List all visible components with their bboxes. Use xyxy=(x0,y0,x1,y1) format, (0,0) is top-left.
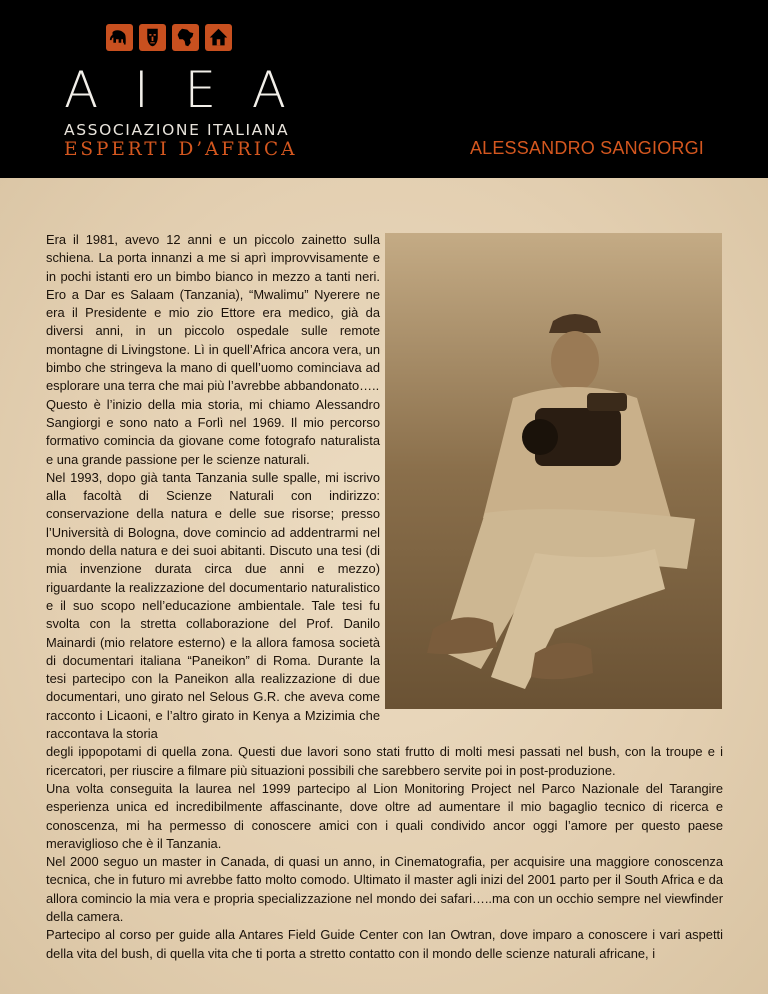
logo-letter: A xyxy=(64,61,99,119)
logo-letter: I xyxy=(133,61,149,119)
author-name: ALESSANDRO SANGIORGI xyxy=(469,138,704,158)
hut-icon xyxy=(205,24,232,51)
header-band xyxy=(0,0,768,178)
logo-subtitle-association: ASSOCIAZIONE ITALIANA xyxy=(64,121,290,139)
mask-icon xyxy=(139,24,166,51)
text-full-width xyxy=(46,743,723,963)
logo-letter: E xyxy=(184,61,217,119)
paragraph: degli ippopotami di quella zona. Questi due lavori sono stati frutto di molti mesi passati nel bush, con la troupe e i ricercatori, per riuscire a filmare più situazioni possibili che sarebbero servite poi in post-produzione. xyxy=(46,744,723,778)
logo-letter: A xyxy=(251,61,286,119)
elephant-icon xyxy=(106,24,133,51)
paragraph: Nel 1993, dopo già tanta Tanzania sulle spalle, mi iscrivo alla facoltà di Scienze Naturali con indirizzo: conservazione della natura e delle sue risorse; presso l’Università di Bologna, dove comincio ad addentrarmi nel mondo della natura e dei suoi abitanti. Discuto una tesi (di mia invenzione durata circa due anni e mezzo) riguardante la realizzazione del documentario naturalistico e il suo scopo nell’educazione ambientale. Tale tesi fu svolta con la stretta collaborazione del Prof. Danilo Mainardi (mio relatore esterno) e la allora famosa società di documentari italiana “Paneikon” di Roma. Durante la tesi partecipo con la Paneikon alla realizzazione di due documentari, uno girato nel Selous G.R. che aveva come racconto i Licaoni, e l’altro girato in Kenya a Mzizimia che raccontava la storia xyxy=(46,469,380,742)
paragraph: Era il 1981, avevo 12 anni e un piccolo zainetto sulla schiena. La porta innanzi a me si aprì improvvisamente e in pochi istanti ero un bimbo bianco in mezzo a tanti neri. Ero a Dar es Salaam (Tanzania), “Mwalimu” Nyerere ne era il Presidente e mio zio Ettore era medico, già da diversi anni, in un piccolo ospedale sulle remote montagne di Livingstone. Lì in quell’Africa ancora vera, un bimbo che stringeva la mano di quell’uomo cominciava ad esplorare una terra che mai più l’avrebbe abbandonato….. xyxy=(46,232,380,394)
paragraph: Nel 2000 seguo un master in Canada, di quasi un anno, in Cinematografia, per acquisire una maggiore conoscenza tecnica, che in futuro mi avrebbe fatto molto comodo. Ultimato il master agli inizi del 2001 parto per il South Africa e da allora comincio la mia vera e propria specializzazione nel mondo dei safari…..ma con un occhio sempre nel viewfinder della camera. xyxy=(46,854,723,924)
paragraph: Partecipo al corso per guide alla Antares Field Guide Center con Ian Owtran, dove imparo a conoscere i vari aspetti della vita del bush, di quella vita che ti porta a stretto contatto con il mondo delle scienze naturali africane, i xyxy=(46,927,723,961)
text-beside-photo xyxy=(46,231,380,743)
logo-subtitle-experts: ESPERTI D’AFRICA xyxy=(64,139,298,160)
paragraph: Questo è l’inizio della mia storia, mi chiamo Alessandro Sangiorgi e sono nato a Forlì nel 1969. Il mio percorso formativo comincia da giovane come fotografo naturalista e una grande passione per le scienze naturali. xyxy=(46,396,380,467)
logo-wordmark xyxy=(64,60,286,120)
biography-text xyxy=(46,231,723,963)
logo-icon-row xyxy=(106,24,232,51)
paragraph: Una volta conseguita la laurea nel 1999 partecipo al Lion Monitoring Project nel Parco Nazionale del Tarangire esperienza unica ed incredibilmente affascinante, dove oltre ad aumentare il mio bagaglio tecnico di ricerca e conoscenza, mi ha permesso di conoscere amici con i quali condivido ancor oggi l’amore per questo paese meraviglioso che è il Tanzania. xyxy=(46,780,723,851)
africa-continent-icon xyxy=(172,24,199,51)
